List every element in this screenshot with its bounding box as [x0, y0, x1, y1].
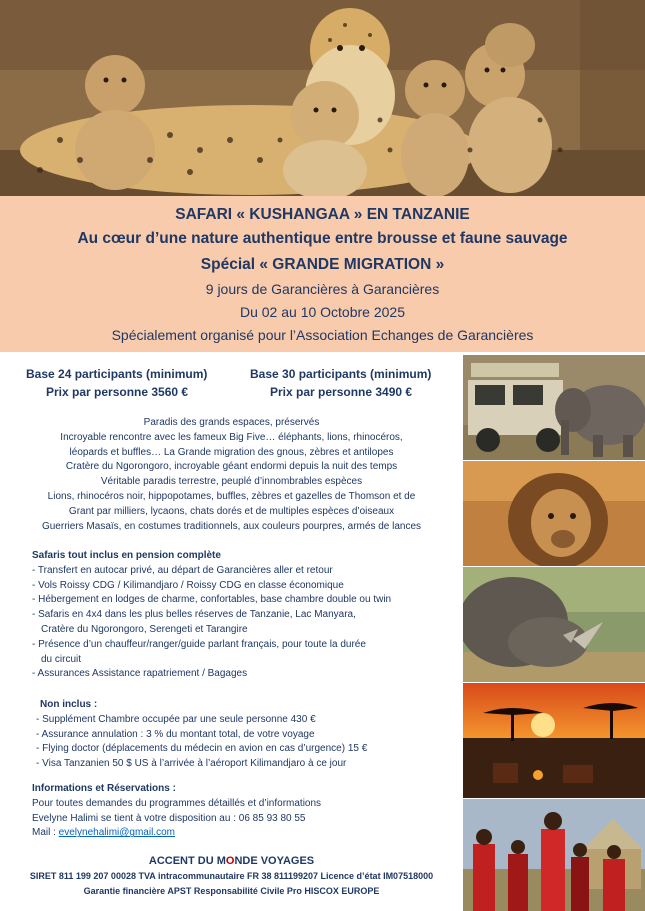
trip-title: SAFARI « KUSHANGAA » EN TANZANIE [175, 206, 470, 223]
highlight-line: Incroyable rencontre avec les fameux Big Five… éléphants, lions, rhinocéros, [60, 431, 403, 443]
highlight-line: Paradis des grands espaces, préservés [143, 417, 320, 428]
included-line: - Safaris en 4x4 dans les plus belles réserves de Tanzanie, Lac Manyara, [32, 609, 356, 621]
included-line: - Assurances Assistance rapatriement / Bagages [32, 668, 248, 680]
hero-photo-cheetahs [0, 0, 645, 196]
info-mail [32, 826, 462, 841]
highlight-line: Guerriers Masaïs, en costumes traditionnels, aux couleurs pourpres, armés de lances [41, 520, 422, 532]
highlight-line: Véritable paradis terrestre, peuplé d’innombrables espèces [100, 476, 363, 488]
included-line: - Hébergement en lodges de charme, confortables, base chambre double ou twin [32, 594, 392, 606]
trip-duration: 9 jours de Garancières à Garancières [205, 281, 440, 297]
trip-special: Spécial « GRANDE MIGRATION » [200, 256, 445, 273]
trip-subtitle: Au cœur d’une nature authentique entre brousse et faune sauvage [77, 230, 568, 247]
price-base-30: Base 30 participants (minimum) [250, 367, 432, 381]
info-title: Informations et Réservations : [32, 783, 176, 794]
included-line: du circuit [41, 653, 82, 665]
included-line: - Présence d’un chauffeur/ranger/guide parlant français, pour toute la durée [32, 638, 366, 650]
highlight-line: Grant par milliers, lycaons, chats dorés et de multiples espèces d’oiseaux [68, 505, 395, 517]
header-band [0, 196, 645, 352]
photo-masai-warriors [463, 799, 645, 911]
photo-lion [463, 461, 645, 566]
highlight-line: Lions, rhinocéros noir, hippopotames, buffles, zèbres et gazelles de Thomson et de [47, 490, 416, 502]
price-per-person-30: Prix par personne 3490 € [270, 385, 413, 399]
agency-guarantee: Garantie financière APST Responsabilité Civile Pro HISCOX EUROPE [83, 886, 380, 896]
included-line: Cratère du Ngorongoro, Serengeti et Tarangire [41, 623, 248, 635]
excluded-line: - Supplément Chambre occupée par une seule personne 430 € [36, 713, 316, 725]
excluded-line: - Visa Tanzanien 50 $ US à l’arrivée à l’aéroport Kilimandjaro à ce jour [36, 758, 347, 770]
info-section [32, 782, 462, 841]
excluded-title: Non inclus : [40, 699, 98, 710]
info-line: Pour toutes demandes du programmes détaillés et d’informations [32, 797, 322, 809]
mail-label: Mail : [32, 827, 59, 839]
price-per-person-24: Prix par personne 3560 € [46, 385, 189, 399]
excluded-line: - Flying doctor (déplacements du médecin en avion en cas d’urgence) 15 € [36, 743, 368, 755]
highlight-line: Cratère du Ngorongoro, incroyable géant endormi depuis la nuit des temps [65, 461, 398, 473]
excluded-section [36, 698, 466, 772]
highlights [0, 416, 463, 534]
info-contact: Evelyne Halimi se tient à votre disposition au : 06 85 93 80 55 [32, 812, 306, 824]
included-line: - Vols Roissy CDG / Kilimandjaro / Roissy CDG en classe économique [32, 579, 344, 591]
included-title: Safaris tout inclus en pension complète [32, 550, 221, 561]
trip-dates: Du 02 au 10 Octobre 2025 [239, 304, 405, 320]
photo-rhinoceros [463, 567, 645, 682]
included-section [32, 549, 462, 682]
photo-safari-jeep-elephant [463, 355, 645, 460]
highlight-line: léopards et buffles… La Grande migration des gnous, zèbres et antilopes [69, 446, 394, 458]
agency-siret: SIRET 811 199 207 00028 TVA intracommunautaire FR 38 811199207 Licence d’état IM07518000 [29, 871, 434, 881]
photo-sunset-camp [463, 683, 645, 798]
email-link[interactable]: evelynehalimi@gmail.com [58, 827, 175, 839]
trip-organizer: Spécialement organisé pour l’Association Echanges de Garancières [111, 327, 534, 343]
excluded-line: - Assurance annulation : 3 % du montant total, de votre voyage [36, 728, 315, 740]
included-line: - Transfert en autocar privé, au départ de Garancières aller et retour [32, 564, 333, 576]
price-base-24: Base 24 participants (minimum) [26, 367, 208, 381]
agency-name: ACCENT DU MONDE VOYAGES [148, 855, 315, 867]
